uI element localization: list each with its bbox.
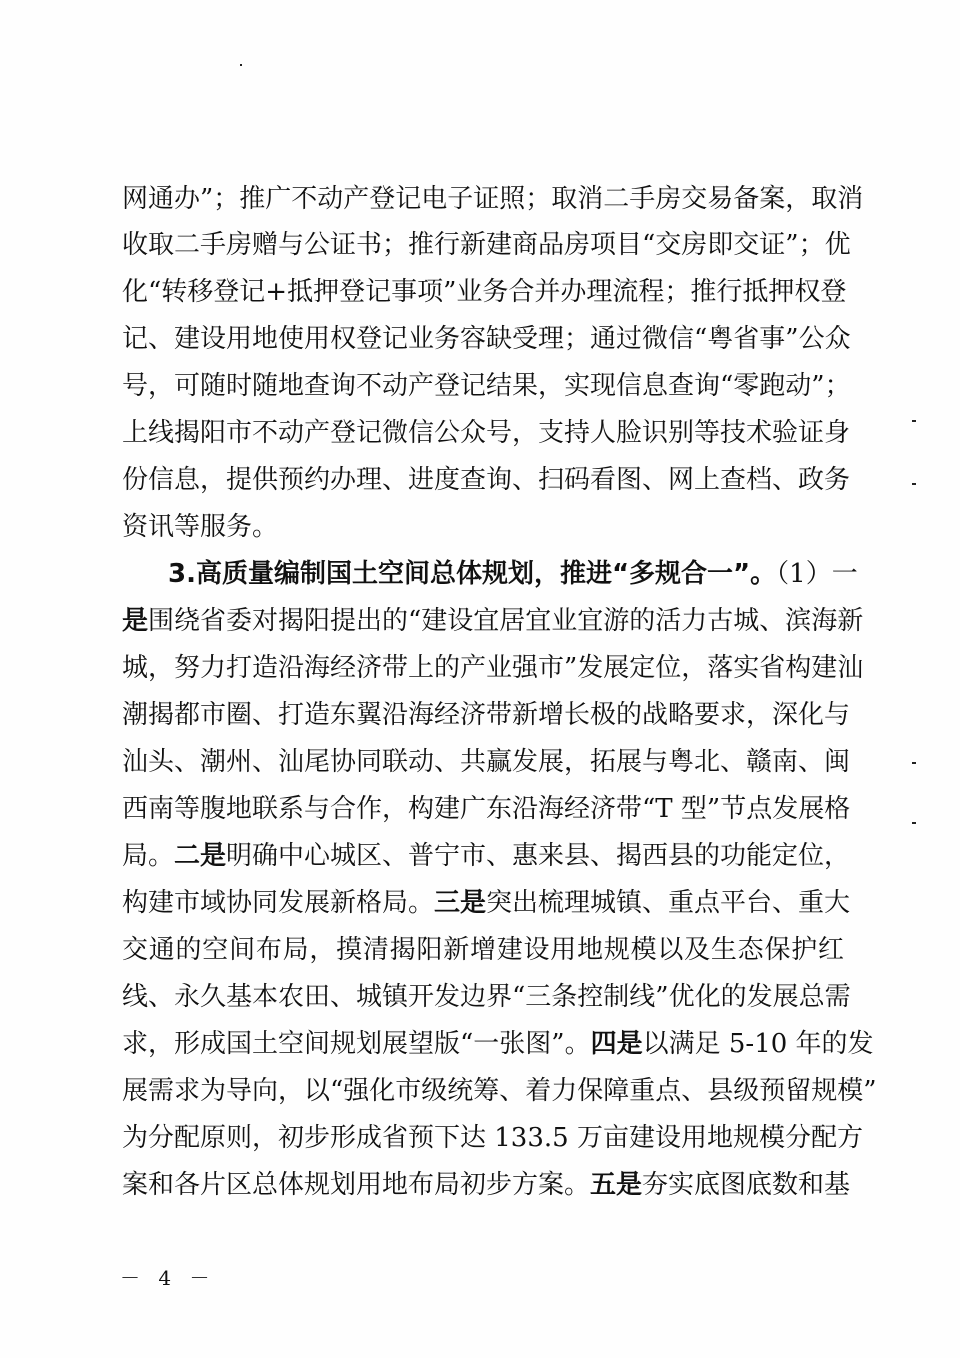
section3-line-14	[122, 1163, 851, 1207]
scan-mark	[912, 822, 916, 824]
section3-l11-a: 求，形成国土空间规划展望版“一张图”。	[122, 1029, 591, 1059]
scan-mark	[912, 762, 916, 764]
section3-line-6: 西南等腹地联系与合作，构建广东沿海经济带“T 型”节点发展格	[122, 794, 851, 824]
section3-line-8	[122, 881, 851, 925]
body-line-5: 号，可随时随地查询不动产登记结果，实现信息查询“零跑动”；	[122, 371, 851, 401]
section3-l2-bold: 是	[122, 606, 149, 636]
body-line-2: 收取二手房赠与公证书；推行新建商品房项目“交房即交证”；优	[122, 230, 851, 260]
body-line-7: 份信息，提供预约办理、进度查询、扫码看图、网上查档、政务	[122, 465, 851, 495]
section3-l11-text: 以满足 5-10 年的发	[642, 1029, 874, 1059]
section3-l14-bold: 五是	[590, 1170, 643, 1200]
section3-l14-text: 夯实底图底数和基	[642, 1170, 851, 1200]
section3-l8-a: 构建市域协同发展新格局。	[122, 888, 435, 918]
scan-mark	[912, 483, 916, 485]
section3-l11-bold: 四是	[590, 1029, 643, 1059]
section3-after-heading: （1）一	[776, 559, 858, 589]
scan-mark	[912, 420, 916, 422]
scan-mark	[240, 64, 242, 66]
body-line-3: 化“转移登记+抵押登记事项”业务合并办理流程；推行抵押权登	[122, 277, 847, 307]
body-line-4: 记、建设用地使用权登记业务容缺受理；通过微信“粤省事”公众	[122, 324, 851, 354]
section3-line-4: 潮揭都市圈、打造东翼沿海经济带新增长极的战略要求，深化与	[122, 700, 851, 730]
section3-heading-line	[168, 552, 858, 596]
section3-l7-a: 局。	[122, 841, 175, 871]
section3-line-9: 交通的空间布局，摸清揭阳新增建设用地规模以及生态保护红	[122, 935, 844, 965]
section3-line-2	[122, 599, 864, 643]
section3-l7-text: 明确中心城区、普宁市、惠来县、揭西县的功能定位，	[226, 841, 851, 871]
section3-l8-bold: 三是	[434, 888, 487, 918]
page-number: － 4 －	[120, 1266, 216, 1290]
section3-l14-a: 案和各片区总体规划用地布局初步方案。	[122, 1170, 591, 1200]
body-line-1: 网通办”；推广不动产登记电子证照；取消二手房交易备案，取消	[122, 184, 864, 214]
section3-l2-text: 围绕省委对揭阳提出的“建设宜居宜业宜游的活力古城、滨海新	[148, 606, 864, 636]
section3-l7-bold: 二是	[174, 841, 227, 871]
section3-line-13: 为分配原则，初步形成省预下达 133.5 万亩建设用地规模分配方	[122, 1123, 863, 1153]
section3-line-7	[122, 834, 851, 878]
section3-line-5: 汕头、潮州、汕尾协同联动、共赢发展，拓展与粤北、赣南、闽	[122, 747, 851, 777]
section3-l8-text: 突出梳理城镇、重点平台、重大	[486, 888, 851, 918]
body-line-6: 上线揭阳市不动产登记微信公众号，支持人脸识别等技术验证身	[122, 418, 851, 448]
body-line-8: 资讯等服务。	[122, 512, 279, 542]
section3-line-12: 展需求为导向，以“强化市级统筹、着力保障重点、县级预留规模”	[122, 1076, 877, 1106]
section3-line-3: 城，努力打造沿海经济带上的产业强市”发展定位，落实省构建汕	[122, 653, 864, 683]
section3-heading: 3.高质量编制国土空间总体规划，推进“多规合一”。	[168, 559, 777, 589]
section3-line-11	[122, 1022, 874, 1066]
section3-line-10: 线、永久基本农田、城镇开发边界“三条控制线”优化的发展总需	[122, 982, 851, 1012]
